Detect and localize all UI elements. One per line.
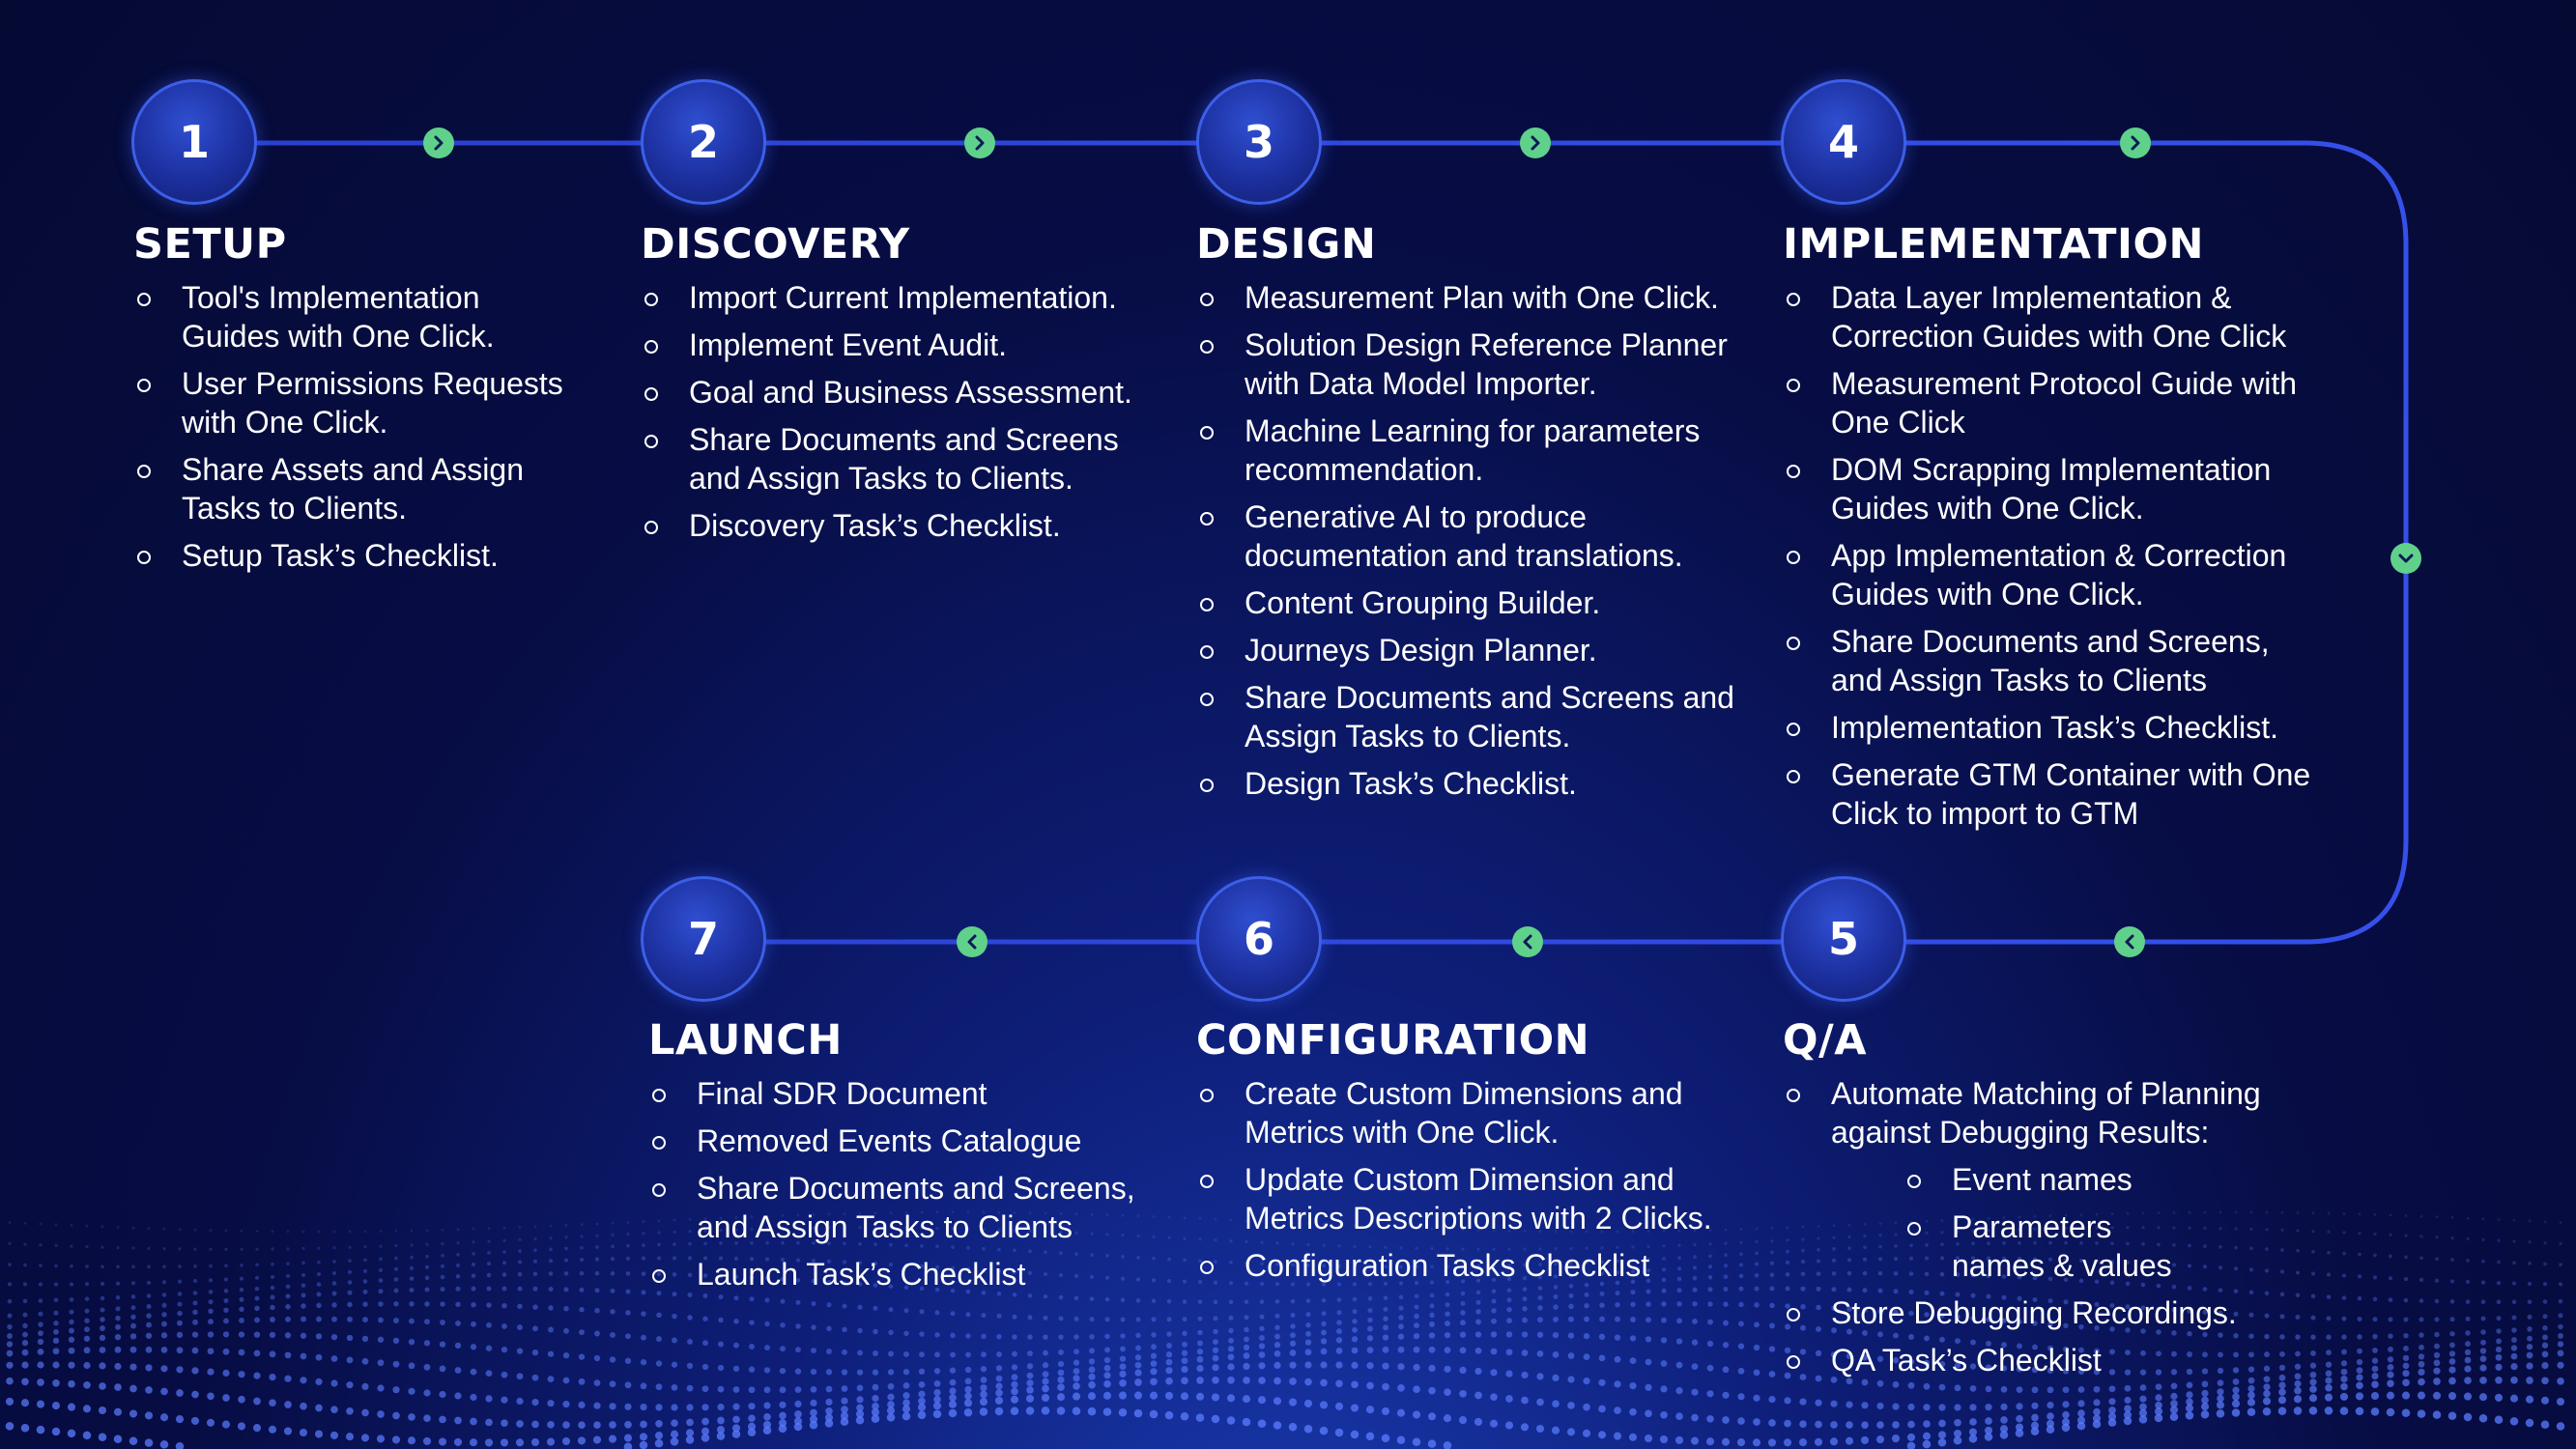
list-item: Launch Task’s Checklist xyxy=(648,1255,1151,1293)
phase-setup xyxy=(133,220,578,583)
list-item: Store Debugging Recordings. xyxy=(1783,1293,2324,1332)
list-item: Final SDR Document xyxy=(648,1074,1151,1113)
list-item: Setup Task’s Checklist. xyxy=(133,536,578,575)
chevron-right-icon xyxy=(423,128,454,158)
list-item: Share Documents and Screens, and Assign Tasks to Clients xyxy=(648,1169,1151,1246)
list-item: Share Documents and Screens and Assign Tasks to Clients. xyxy=(641,420,1162,497)
list-item: DOM Scrapping Implementation Guides with One Click. xyxy=(1783,450,2324,527)
list-item: Design Task’s Checklist. xyxy=(1196,764,1737,803)
list-item: Measurement Plan with One Click. xyxy=(1196,278,1737,317)
sub-list-item: Event names xyxy=(1783,1160,2324,1199)
phase-title: SETUP xyxy=(133,220,287,269)
chevron-left-icon xyxy=(2114,926,2145,957)
list-item: Share Documents and Screens, and Assign Tasks to Clients xyxy=(1783,622,2324,699)
list-item: Generate GTM Container with One Click to import to GTM xyxy=(1783,755,2324,833)
list-item: Journeys Design Planner. xyxy=(1196,631,1737,669)
phase-qa xyxy=(1783,1016,2324,1388)
list-item: Implementation Task’s Checklist. xyxy=(1783,708,2324,747)
list-item: User Permissions Requests with One Click. xyxy=(133,364,578,441)
step-4-node: 4 xyxy=(1781,79,1906,205)
phase-title: DISCOVERY xyxy=(641,220,910,269)
phase-discovery xyxy=(641,220,1162,554)
phase-implementation xyxy=(1783,220,2324,841)
list-item: Removed Events Catalogue xyxy=(648,1122,1151,1160)
list-item: Import Current Implementation. xyxy=(641,278,1162,317)
step-1-node: 1 xyxy=(131,79,257,205)
list-item: Content Grouping Builder. xyxy=(1196,583,1737,622)
phase-design xyxy=(1196,220,1737,811)
chevron-down-icon xyxy=(2390,543,2421,574)
list-item: Data Layer Implementation & Correction Guides with One Click xyxy=(1783,278,2324,355)
step-5-node: 5 xyxy=(1781,876,1906,1002)
step-2-node: 2 xyxy=(641,79,766,205)
list-item: Tool's Implementation Guides with One Click. xyxy=(133,278,578,355)
chevron-left-icon xyxy=(1512,926,1543,957)
list-item: Implement Event Audit. xyxy=(641,326,1162,364)
chevron-right-icon xyxy=(2120,128,2151,158)
phase-configuration xyxy=(1196,1016,1718,1293)
list-item: Share Documents and Screens and Assign Tasks to Clients. xyxy=(1196,678,1737,755)
sub-list-item: Parameters names & values xyxy=(1783,1208,2203,1285)
chevron-right-icon xyxy=(1520,128,1551,158)
list-item: Automate Matching of Planning against Debugging Results: xyxy=(1783,1074,2324,1151)
list-item: QA Task’s Checklist xyxy=(1783,1341,2324,1379)
list-item: Discovery Task’s Checklist. xyxy=(641,506,1162,545)
phase-title: Q/A xyxy=(1783,1016,1868,1065)
step-7-node: 7 xyxy=(641,876,766,1002)
phase-title: DESIGN xyxy=(1196,220,1377,269)
phase-title: CONFIGURATION xyxy=(1196,1016,1590,1065)
chevron-left-icon xyxy=(957,926,987,957)
list-item: Goal and Business Assessment. xyxy=(641,373,1162,412)
list-item: Solution Design Reference Planner with Data Model Importer. xyxy=(1196,326,1737,403)
chevron-right-icon xyxy=(964,128,995,158)
list-item: Share Assets and Assign Tasks to Clients. xyxy=(133,450,578,527)
list-item: Machine Learning for parameters recommendation. xyxy=(1196,412,1737,489)
list-item: Generative AI to produce documentation and translations. xyxy=(1196,497,1737,575)
list-item: App Implementation & Correction Guides with One Click. xyxy=(1783,536,2324,613)
phase-launch xyxy=(648,1016,1151,1302)
phase-title: LAUNCH xyxy=(648,1016,843,1065)
list-item: Measurement Protocol Guide with One Click xyxy=(1783,364,2324,441)
step-6-node: 6 xyxy=(1196,876,1322,1002)
step-3-node: 3 xyxy=(1196,79,1322,205)
phase-title: IMPLEMENTATION xyxy=(1783,220,2205,269)
list-item: Create Custom Dimensions and Metrics with One Click. xyxy=(1196,1074,1718,1151)
list-item: Update Custom Dimension and Metrics Descriptions with 2 Clicks. xyxy=(1196,1160,1718,1237)
list-item: Configuration Tasks Checklist xyxy=(1196,1246,1718,1285)
